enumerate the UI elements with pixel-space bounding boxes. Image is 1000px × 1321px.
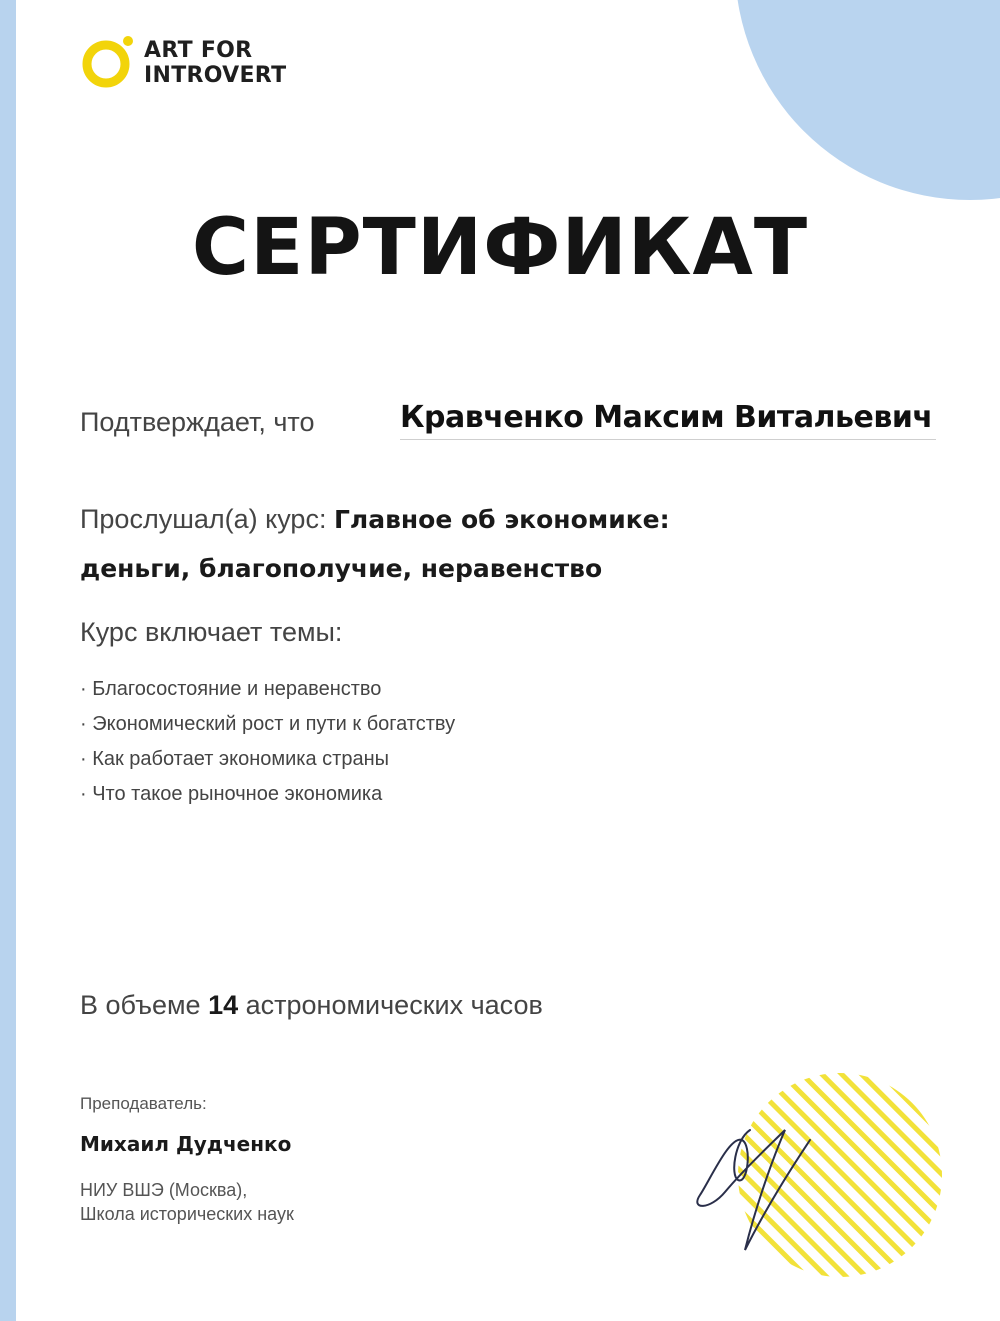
confirm-label: Подтверждает, что	[80, 407, 315, 437]
hours-statement	[80, 990, 543, 1021]
logo-text	[144, 38, 286, 88]
topics-list	[80, 672, 455, 812]
list-item: · Что такое рыночное экономика	[80, 777, 455, 812]
course-name-part-1: Главное об экономике:	[333, 505, 670, 534]
teacher-affiliation	[80, 1178, 294, 1226]
hours-value: 14	[208, 990, 239, 1020]
course-line-1	[80, 504, 670, 535]
ring-logo-icon	[80, 34, 136, 90]
signature	[690, 1100, 890, 1260]
logo-line-1: ART FOR	[144, 38, 253, 63]
teacher-label: Преподаватель:	[80, 1094, 207, 1113]
affiliation-line-2: Школа исторических наук	[80, 1204, 294, 1224]
course-name-part-2: деньги, благополучие, неравенство	[80, 554, 603, 583]
list-item: · Экономический рост и пути к богатству	[80, 707, 455, 742]
corner-decor-circle	[735, 0, 1000, 200]
list-item: · Благосостояние и неравенство	[80, 672, 455, 707]
hours-prefix: В объеме	[80, 990, 209, 1020]
recipient-name: Кравченко Максим Витальевич	[400, 400, 936, 440]
teacher-name: Михаил Дудченко	[80, 1132, 292, 1156]
logo-line-2: INTROVERT	[144, 63, 287, 88]
list-item: · Как работает экономика страны	[80, 742, 455, 777]
logo	[80, 34, 310, 94]
certificate-title: СЕРТИФИКАТ	[191, 203, 809, 293]
affiliation-line-1: НИУ ВШЭ (Москва),	[80, 1180, 248, 1200]
course-prefix: Прослушал(а) курс:	[80, 504, 334, 534]
hours-suffix: астрономических часов	[238, 990, 543, 1020]
topics-heading: Курс включает темы:	[80, 617, 343, 647]
